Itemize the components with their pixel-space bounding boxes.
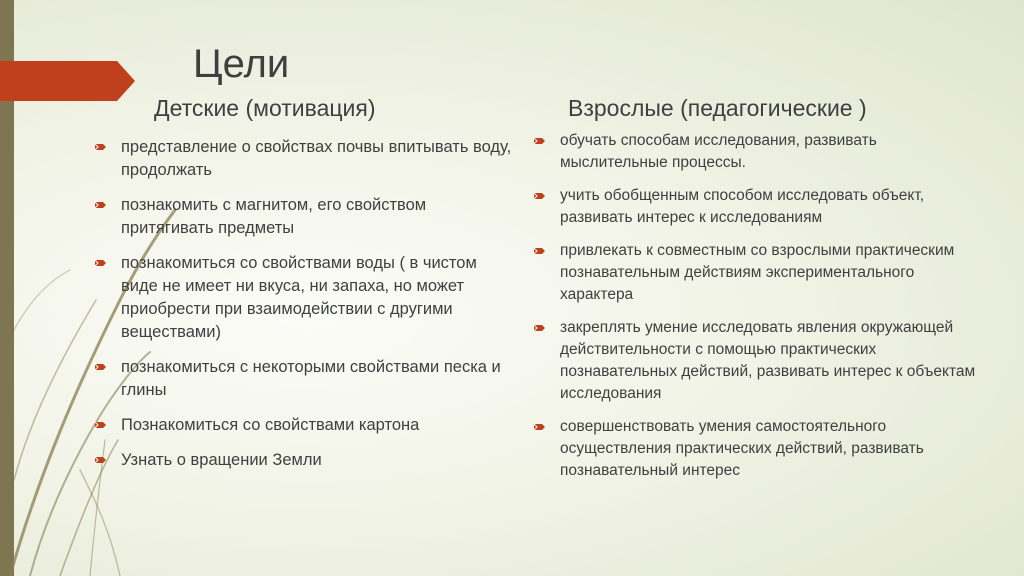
- list-item-text: закреплять умение исследовать явления окружающей действительности с помощью практических познавательных действий, развивать интерес к объектам исследования: [560, 319, 976, 402]
- list-item-text: привлекать к совместным со взрослыми практическим познавательным действиям экспериментального характера: [560, 242, 955, 303]
- list-item: [533, 317, 983, 405]
- list-item: [94, 194, 514, 240]
- scroll-bullet-icon: [533, 136, 546, 146]
- list-item: [94, 414, 514, 437]
- list-item: [94, 449, 514, 472]
- list-item: [533, 240, 983, 306]
- list-item: [533, 130, 983, 174]
- scroll-bullet-icon: [533, 246, 546, 256]
- scroll-bullet-icon: [94, 200, 107, 210]
- scroll-bullet-icon: [533, 323, 546, 333]
- list-item-text: представление о свойствах почвы впитывать воду, продолжать: [121, 138, 512, 179]
- scroll-bullet-icon: [94, 420, 107, 430]
- list-item-text: Узнать о вращении Земли: [121, 451, 322, 469]
- scroll-bullet-icon: [533, 191, 546, 201]
- scroll-bullet-icon: [94, 455, 107, 465]
- list-item-text: обучать способам исследования, развивать мыслительные процессы.: [560, 132, 877, 171]
- scroll-bullet-icon: [94, 362, 107, 372]
- list-item: [533, 185, 983, 229]
- list-item: [94, 356, 514, 402]
- list-item: [94, 252, 514, 344]
- left-goals-list: [94, 136, 514, 484]
- scroll-bullet-icon: [533, 422, 546, 432]
- list-item-text: совершенствовать умения самостоятельного осуществления практических действий, развивать познавательный интерес: [560, 418, 924, 479]
- title-accent-arrow: [0, 61, 135, 101]
- list-item-text: познакомить с магнитом, его свойством притягивать предметы: [121, 196, 427, 237]
- list-item-text: познакомиться со свойствами воды ( в чистом виде не имеет ни вкуса, ни запаха, но может приобрести при взаимодействии с другими веществами): [121, 254, 477, 341]
- right-goals-list: [533, 130, 983, 493]
- list-item: [94, 136, 514, 182]
- left-column-heading: Детские (мотивация): [154, 95, 376, 121]
- list-item-text: познакомиться с некоторыми свойствами песка и глины: [121, 358, 501, 399]
- list-item: [533, 416, 983, 482]
- scroll-bullet-icon: [94, 142, 107, 152]
- scroll-bullet-icon: [94, 258, 107, 268]
- right-column-heading: Взрослые (педагогические ): [568, 95, 867, 121]
- list-item-text: Познакомиться со свойствами картона: [121, 416, 420, 434]
- slide-title: Цели: [193, 42, 290, 86]
- list-item-text: учить обобщенным способом исследовать объект, развивать интерес к исследованиям: [560, 187, 925, 226]
